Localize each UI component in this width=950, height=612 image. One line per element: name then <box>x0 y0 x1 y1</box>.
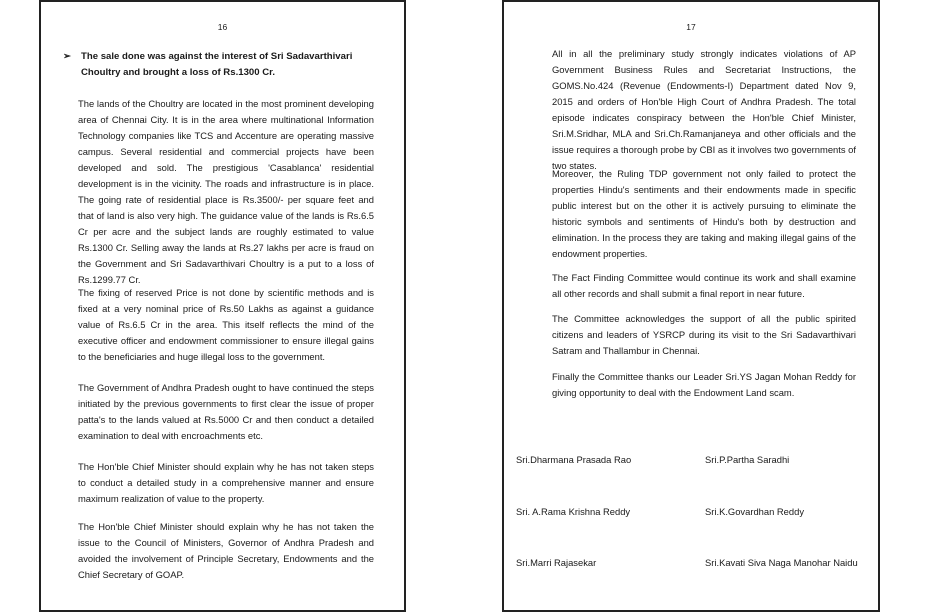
paragraph: The Government of Andhra Pradesh ought to have continued the steps initiated by the previous governments to first clear the issue of proper patta's to the lands valued at Rs.5000 Cr and then conduct a detailed examination to deal with encroachments etc. <box>78 382 374 441</box>
paragraph: The Committee acknowledges the support of all the public spirited citizens and leaders of YSRCP during its visit to the Sri Sadavarthivari Satram and Thallambur in Chennai. <box>552 313 856 356</box>
page-number: 17 <box>686 22 696 32</box>
paragraph: The fixing of reserved Price is not done by scientific methods and is fixed at a very nominal price of Rs.50 Lakhs as against a guidance value of Rs.6.5 Cr in the area. This itself reflects the mind of the executive officer and endowment commissioner to ensure illegal gains to the beneficiaries and huge illegal loss to the government. <box>78 287 374 362</box>
paragraph: The Hon'ble Chief Minister should explain why he has not taken the issue to the Council of Ministers, Governor of Andhra Pradesh and avoided the involvement of Principle Secretary, Endowments and the Chief Secretary of GOAP. <box>78 521 374 580</box>
paragraph: The lands of the Choultry are located in the most prominent developing area of Chennai City. It is in the area where multinational Information Technology companies like TCS and Accenture are operating massive campus. Several residential and commercial projects have been developed and sold. The prestigious 'Casablanca' residential development is in the vicinity. The roads and infrastructure is in place. The going rate of residential place is Rs.3500/- per square feet and that of land is also very high. The guidance value of the lands is Rs.6.5 Cr per acre and the subject lands are roughly estimated to value Rs.1300 Cr. Selling away the lands at Rs.27 lakhs per acre is fraud on the Government and Sri Sadavarthivari Choultry is a put to a loss of Rs.1299.77 Cr. <box>78 98 374 285</box>
paragraph: The Fact Finding Committee would continue its work and shall examine all other records and shall submit a final report in near future. <box>552 272 856 299</box>
paragraph: Finally the Committee thanks our Leader Sri.YS Jagan Mohan Reddy for giving opportunity to deal with the Endowment Land scam. <box>552 371 856 398</box>
signatory-name: Sri.Dharmana Prasada Rao <box>516 454 632 465</box>
signatory-name: Sri.Marri Rajasekar <box>516 557 597 568</box>
left-page <box>39 0 406 612</box>
paragraph: All in all the preliminary study strongly indicates violations of AP Government Business Rules and Secretariat Instructions, the GOMS.No.424 (Revenue (Endowments-I) Department dated Nov 9, 2015 and orders of Hon'ble High Court of Andhra Pradesh. The total episode indicates conspiracy between the Hon'ble Chief Minister, Sri.M.Sridhar, MLA and Sri.Ch.Ramanjaneya and other officials and the issue requires a thorough probe by CBI as it involves two governments of two states. <box>552 48 856 171</box>
right-page <box>502 0 880 612</box>
signatory-name: Sri.P.Partha Saradhi <box>705 454 790 465</box>
signatory-name: Sri.K.Govardhan Reddy <box>705 506 805 517</box>
paragraph: Moreover, the Ruling TDP government not only failed to protect the properties Hindu's sentiments and their endowments made in specific public interest but on the other it is actively pursuing to eliminate the historic symbols and sentiments of Hindu's both by destruction and elimination. In the process they are taking and making illegal gains of the endowment properties. <box>552 168 856 259</box>
page-number: 16 <box>217 22 228 32</box>
signatory-name: Sri. A.Rama Krishna Reddy <box>516 506 631 517</box>
signatory-name: Sri.Kavati Siva Naga Manohar Naidu <box>705 557 858 568</box>
arrow-bullet-icon: ➢ <box>63 51 72 62</box>
paragraph: The Hon'ble Chief Minister should explain why he has not taken steps to conduct a detailed study in a comprehensive manner and ensure maximum realization of value to the property. <box>78 461 374 504</box>
section-heading: The sale done was against the interest of Sri Sadavarthivari Choultry and brought a loss of Rs.1300 Cr. <box>81 51 353 78</box>
